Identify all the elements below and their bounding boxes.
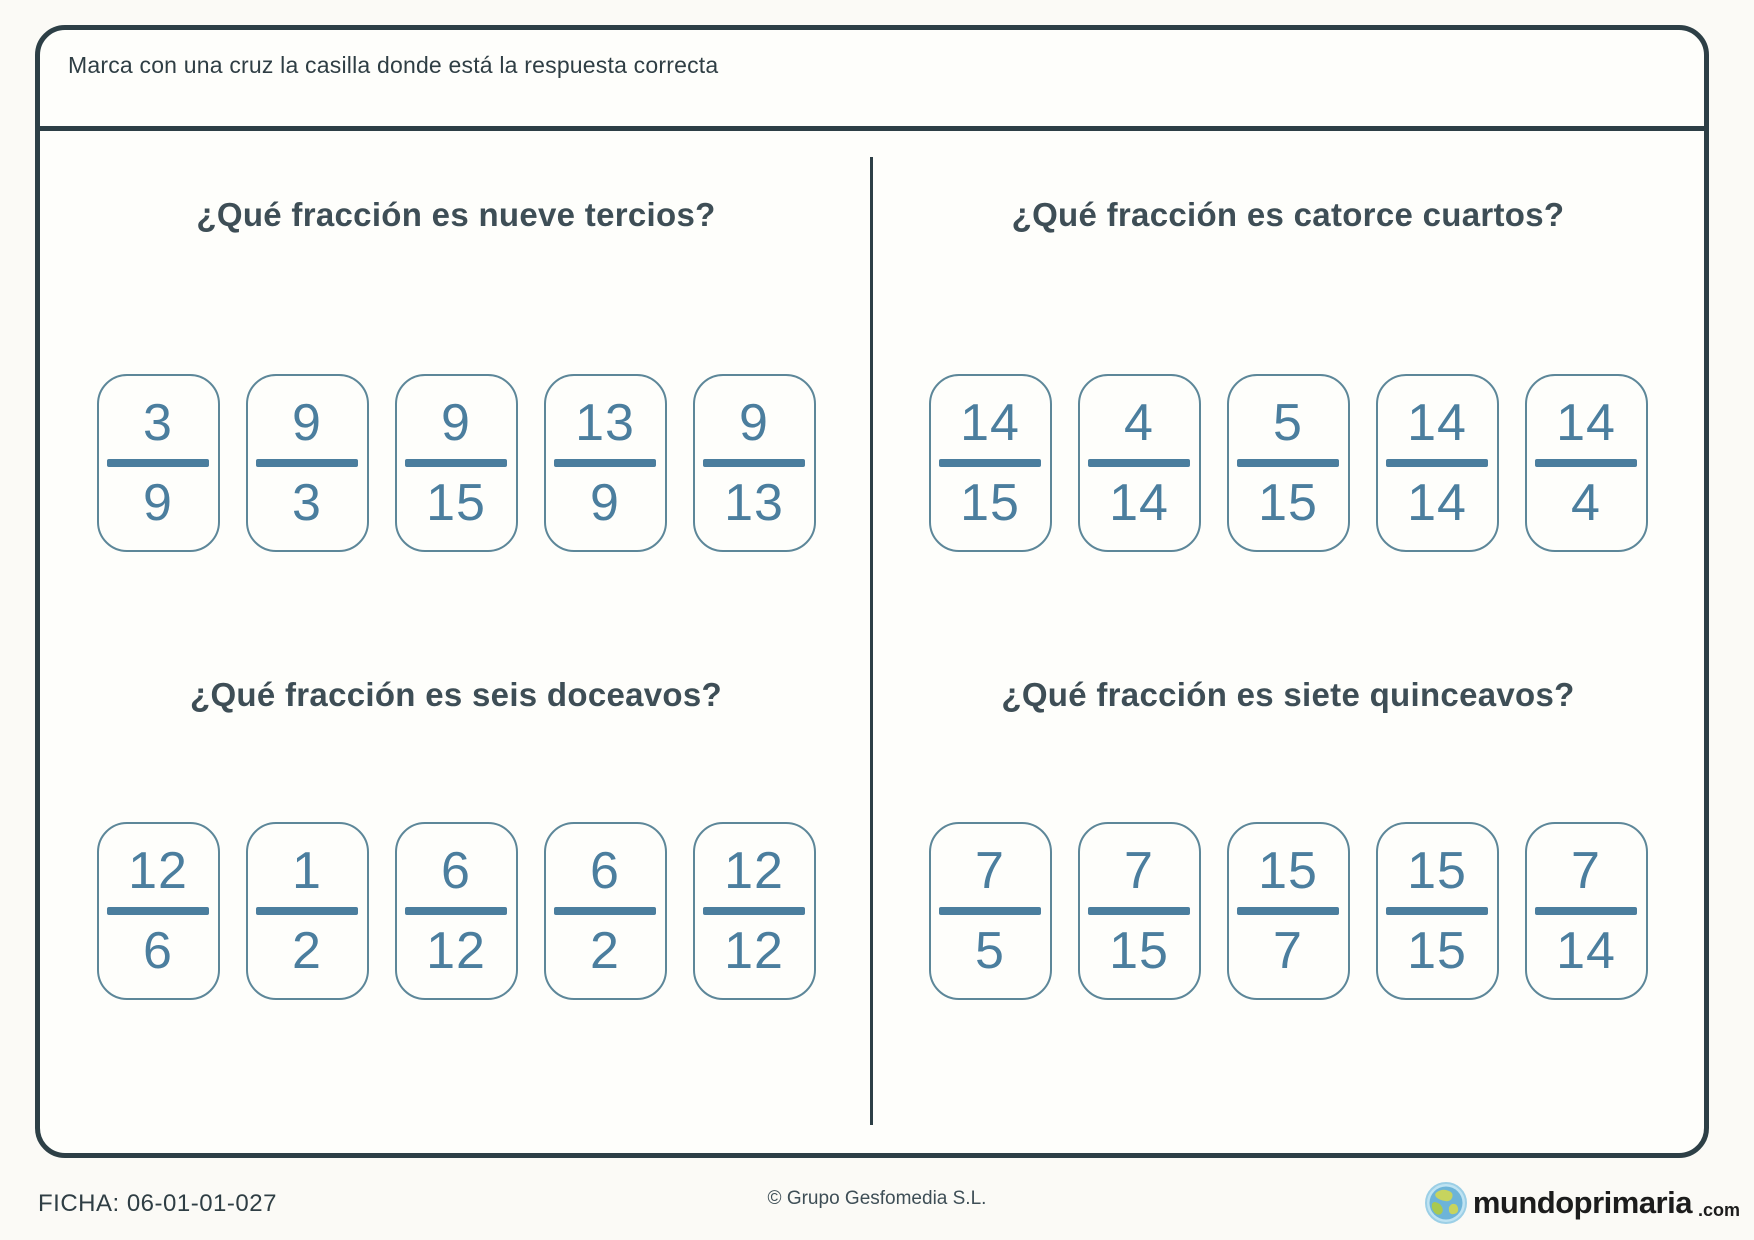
fraction-card[interactable] [1525, 374, 1648, 552]
fraction-denominator: 15 [1258, 474, 1318, 533]
fraction-bar [1237, 459, 1338, 467]
fraction-denominator: 15 [1407, 922, 1467, 981]
question-title: ¿Qué fracción es nueve tercios? [196, 196, 716, 233]
instruction-bar [40, 30, 1704, 131]
question-title: ¿Qué fracción es catorce cuartos? [1011, 196, 1565, 233]
fraction-numerator: 14 [1556, 394, 1616, 453]
mundoprimaria-logo [1425, 1182, 1740, 1224]
fraction-numerator: 7 [975, 842, 1005, 901]
globe-icon [1425, 1182, 1467, 1224]
brand-suffix: .com [1697, 1200, 1740, 1220]
fraction-denominator: 15 [1109, 922, 1169, 981]
fraction-card[interactable] [246, 374, 369, 552]
fraction-numerator: 7 [1124, 842, 1154, 901]
fraction-denominator: 12 [426, 922, 486, 981]
fraction-denominator: 9 [590, 474, 620, 533]
fraction-card[interactable] [544, 822, 667, 1000]
fraction-numerator: 13 [575, 394, 635, 453]
worksheet-content [40, 131, 1704, 1153]
fraction-numerator: 6 [590, 842, 620, 901]
fraction-numerator: 9 [292, 394, 322, 453]
fraction-denominator: 14 [1407, 474, 1467, 533]
fraction-card[interactable] [1376, 374, 1499, 552]
fraction-bar [405, 459, 506, 467]
answer-cards-row [929, 822, 1648, 1000]
fraction-bar [1088, 907, 1189, 915]
fraction-card[interactable] [395, 822, 518, 1000]
fraction-bar [1237, 907, 1338, 915]
fraction-numerator: 9 [441, 394, 471, 453]
question-title: ¿Qué fracción es seis doceavos? [189, 676, 722, 713]
fraction-bar [1386, 459, 1487, 467]
fraction-numerator: 12 [128, 842, 188, 901]
fraction-numerator: 15 [1407, 842, 1467, 901]
fraction-card[interactable] [693, 822, 816, 1000]
fraction-bar [1535, 907, 1636, 915]
answer-cards-row [97, 822, 816, 1000]
fraction-card[interactable] [395, 374, 518, 552]
question-title: ¿Qué fracción es siete quinceavos? [1001, 676, 1575, 713]
copyright-text: © Grupo Gesfomedia S.L. [767, 1188, 987, 1209]
fraction-numerator: 6 [441, 842, 471, 901]
fraction-numerator: 12 [724, 842, 784, 901]
fraction-bar [554, 459, 655, 467]
fraction-card[interactable] [1078, 822, 1201, 1000]
fraction-bar [1535, 459, 1636, 467]
fraction-bar [1088, 459, 1189, 467]
fraction-denominator: 5 [975, 922, 1005, 981]
fraction-card[interactable] [544, 374, 667, 552]
fraction-card[interactable] [929, 374, 1052, 552]
fraction-numerator: 3 [143, 394, 173, 453]
fraction-bar [107, 459, 208, 467]
fraction-denominator: 14 [1556, 922, 1616, 981]
fraction-card[interactable] [929, 822, 1052, 1000]
fraction-denominator: 2 [292, 922, 322, 981]
fraction-card[interactable] [97, 374, 220, 552]
question-block-3 [40, 607, 872, 1153]
fraction-bar [1386, 907, 1487, 915]
fraction-numerator: 9 [739, 394, 769, 453]
fraction-bar [703, 907, 804, 915]
fraction-card[interactable] [1376, 822, 1499, 1000]
answer-cards-row [97, 374, 816, 552]
fraction-numerator: 4 [1124, 394, 1154, 453]
fraction-numerator: 7 [1571, 842, 1601, 901]
fraction-denominator: 15 [426, 474, 486, 533]
question-block-2 [872, 131, 1704, 607]
fraction-numerator: 15 [1258, 842, 1318, 901]
fraction-denominator: 6 [143, 922, 173, 981]
fraction-denominator: 13 [724, 474, 784, 533]
fraction-denominator: 9 [143, 474, 173, 533]
worksheet-frame [35, 25, 1709, 1158]
fraction-numerator: 5 [1273, 394, 1303, 453]
fraction-bar [107, 907, 208, 915]
fraction-bar [939, 907, 1040, 915]
fraction-denominator: 14 [1109, 474, 1169, 533]
ficha-code: FICHA: 06-01-01-027 [38, 1190, 277, 1217]
fraction-card[interactable] [1227, 374, 1350, 552]
fraction-denominator: 12 [724, 922, 784, 981]
fraction-bar [405, 907, 506, 915]
instruction-text: Marca con una cruz la casilla donde está la respuesta correcta [68, 52, 719, 78]
fraction-card[interactable] [1525, 822, 1648, 1000]
fraction-bar [703, 459, 804, 467]
fraction-bar [939, 459, 1040, 467]
answer-cards-row [929, 374, 1648, 552]
fraction-bar [256, 459, 357, 467]
question-block-4 [872, 607, 1704, 1153]
fraction-numerator: 1 [292, 842, 322, 901]
fraction-card[interactable] [1078, 374, 1201, 552]
column-divider [870, 157, 873, 1125]
brand-name: mundoprimaria [1472, 1185, 1692, 1220]
question-block-1 [40, 131, 872, 607]
fraction-denominator: 4 [1571, 474, 1601, 533]
fraction-denominator: 15 [960, 474, 1020, 533]
fraction-numerator: 14 [960, 394, 1020, 453]
fraction-bar [554, 907, 655, 915]
fraction-denominator: 2 [590, 922, 620, 981]
fraction-card[interactable] [1227, 822, 1350, 1000]
page-footer [0, 1168, 1754, 1240]
fraction-denominator: 7 [1273, 922, 1303, 981]
fraction-card[interactable] [97, 822, 220, 1000]
fraction-numerator: 14 [1407, 394, 1467, 453]
fraction-denominator: 3 [292, 474, 322, 533]
fraction-card[interactable] [246, 822, 369, 1000]
fraction-bar [256, 907, 357, 915]
fraction-card[interactable] [693, 374, 816, 552]
